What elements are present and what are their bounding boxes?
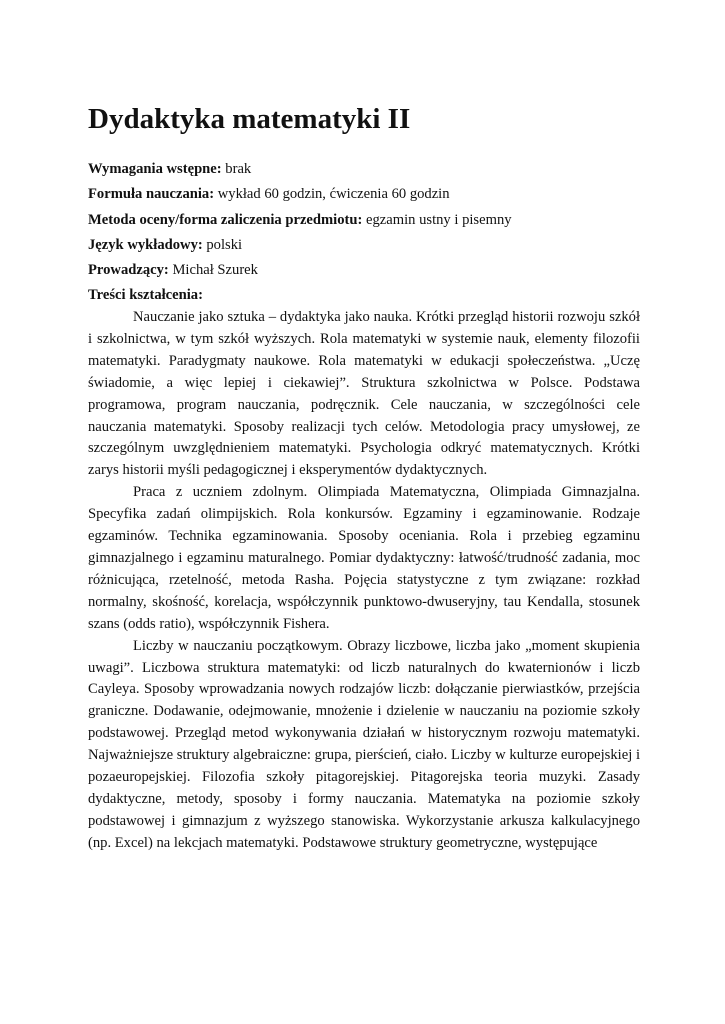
meta-label: Treści kształcenia:	[88, 287, 203, 304]
meta-value: wykład 60 godzin, ćwiczenia 60 godzin	[214, 186, 450, 203]
meta-prerequisites	[88, 157, 640, 182]
course-content	[88, 307, 640, 855]
content-paragraph: Liczby w nauczaniu początkowym. Obrazy liczbowe, liczba jako „moment skupienia uwagi”. Liczbowa struktura matematyki: od liczb naturalnych do kwaternionów i liczb Cayleya. Sposoby wprowadzania nowych rodzajów liczb: dołączanie pierwiastków, przejścia graniczne. Dodawanie, odejmowanie, mnożenie i dzielenie w nauczaniu na poziomie szkoły podstawowej. Przegląd metod wykonywania działań w historycznym rozwoju matematyki. Najważniejsze struktury algebraiczne: grupa, pierścień, ciało. Liczby w kulturze europejskiej i pozaeuropejskiej. Filozofia szkoły pitagorejskiej. Pitagorejska teoria muzyki. Zasady dydaktyczne, metody, sposoby i formy nauczania. Matematyka na poziomie szkoły podstawowej i gimnazjum z wyższego stanowiska. Wykorzystanie arkusza kalkulacyjnego (np. Excel) na lekcjach matematyki. Podstawowe struktury geometryczne, występujące	[88, 637, 640, 851]
meta-language	[88, 233, 640, 258]
meta-content-heading	[88, 283, 640, 308]
meta-assessment	[88, 208, 640, 233]
meta-label: Metoda oceny/forma zaliczenia przedmiotu:	[88, 211, 363, 228]
document-title: Dydaktyka matematyki II	[88, 103, 411, 135]
meta-value: brak	[221, 161, 252, 177]
meta-label: Wymagania wstępne:	[88, 161, 222, 177]
meta-label: Formuła nauczania:	[88, 186, 215, 203]
content-paragraph: Nauczanie jako sztuka – dydaktyka jako nauka. Krótki przegląd historii rozwoju szkół i szkolnictwa, w tym szkół wyższych. Rola matematyki w systemie nauk, elementy filozofii matematyki. Paradygmaty naukowe. Rola matematyki w edukacji społeczeństwa. „Uczę świadomie, a więc lepiej i ciekawiej”. Struktura szkolnictwa w Polsce. Podstawa programowa, program nauczania, podręcznik. Cele nauczania, w szczególności cele nauczania matematyki. Sposoby realizacji tych celów. Metodologia pracy umysłowej, ze szczególnym uwzględnieniem matematyki. Psychologia odkryć matematycznych. Krótki zarys historii myśli pedagogicznej i eksperymentów dydaktycznych.	[88, 309, 640, 479]
meta-value: Michał Szurek	[168, 262, 258, 279]
content-paragraph: Praca z uczniem zdolnym. Olimpiada Matematyczna, Olimpiada Gimnazjalna. Specyfika zadań olimpijskich. Rola konkursów. Egzaminy i egzaminowanie. Rodzaje egzaminów. Technika egzaminowania. Sposoby oceniania. Rola i przebieg egzaminu gimnazjalnego i egzaminu maturalnego. Pomiar dydaktyczny: łatwość/trudność zadania, moc różnicująca, rzetelność, metoda Rasha. Pojęcia statystyczne z tym związane: rozkład normalny, skośność, korelacja, współczynnik punktowo-dwuseryjny, tau Kendalla, stosunek szans (odds ratio), współczynnik Fishera.	[88, 484, 640, 632]
meta-instructor	[88, 258, 640, 283]
meta-value: egzamin ustny i pisemny	[362, 211, 512, 228]
meta-label: Język wykładowy:	[88, 236, 203, 253]
meta-teaching-form	[88, 182, 640, 207]
meta-label: Prowadzący:	[88, 262, 169, 279]
meta-value: polski	[202, 236, 243, 253]
course-meta	[88, 157, 640, 309]
